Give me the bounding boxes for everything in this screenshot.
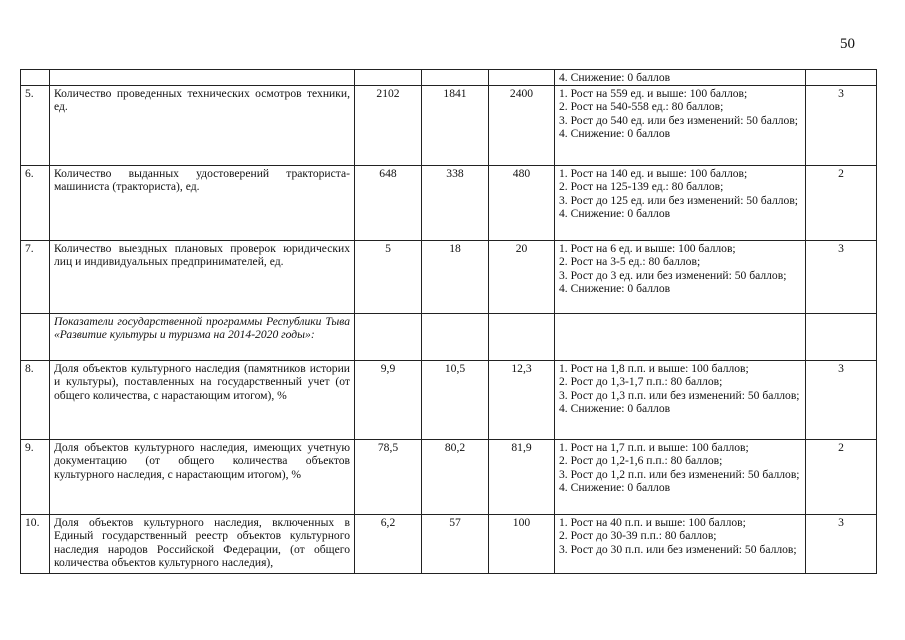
criteria-line: 3. Рост до 1,3 п.п. или без изменений: 50 баллов; (559, 388, 800, 402)
criteria (555, 166, 806, 241)
cell-criteria (555, 314, 806, 361)
cell-weight (806, 70, 877, 86)
indicator-name: Доля объектов культурного наследия (памятников истории и культуры), поставленных на государственный учет (от общего количества, с нарастающим итогом), % (50, 361, 355, 440)
cell-name (50, 70, 355, 86)
cell-value-3 (489, 314, 555, 361)
row-number: 5. (21, 86, 50, 166)
criteria-line: 2. Рост на 125-139 ед.: 80 баллов; (559, 180, 724, 194)
value-1: 9,9 (355, 361, 422, 440)
value-1: 5 (355, 241, 422, 314)
criteria (555, 440, 806, 515)
criteria-line: 3. Рост до 1,2 п.п. или без изменений: 50 баллов; (559, 467, 800, 481)
cell-value-3 (489, 70, 555, 86)
criteria-line: 3. Рост до 3 ед. или без изменений: 50 баллов; (559, 268, 787, 282)
value-2: 1841 (422, 86, 489, 166)
value-2: 80,2 (422, 440, 489, 515)
page-number: 50 (840, 36, 855, 52)
value-3: 20 (489, 241, 555, 314)
criteria-line: 1. Рост на 6 ед. и выше: 100 баллов; (559, 242, 736, 256)
value-3: 12,3 (489, 361, 555, 440)
criteria-line: 4. Снижение: 0 баллов (559, 206, 671, 220)
cell-num (21, 314, 50, 361)
indicator-name: Количество выданных удостоверений тракториста-машиниста (тракториста), ед. (50, 166, 355, 241)
cell-value-1 (355, 70, 422, 86)
criteria-line: 2. Рост на 3-5 ед.: 80 баллов; (559, 255, 701, 269)
criteria-line: 1. Рост на 559 ед. и выше: 100 баллов; (559, 87, 748, 101)
table-row (21, 440, 877, 515)
criteria-line: 4. Снижение: 0 баллов (559, 401, 671, 415)
criteria-line: 3. Рост до 30 п.п. или без изменений: 50 баллов; (559, 542, 797, 556)
table-row (21, 86, 877, 166)
row-number: 10. (21, 515, 50, 574)
criteria (555, 86, 806, 166)
indicator-name: Доля объектов культурного наследия, включенных в Единый государственный реестр объектов культурного наследия народов Российской Федерации, (от общего количества объектов культурного наследия), (50, 515, 355, 574)
value-2: 57 (422, 515, 489, 574)
criteria-line: 1. Рост на 40 п.п. и выше: 100 баллов; (559, 516, 746, 530)
indicator-name: Количество проведенных технических осмотров техники, ед. (50, 86, 355, 166)
criteria (555, 361, 806, 440)
indicator-name: Количество выездных плановых проверок юридических лиц и индивидуальных предпринимателей, ед. (50, 241, 355, 314)
criteria-line: 4. Снижение: 0 баллов (559, 126, 671, 140)
value-3: 81,9 (489, 440, 555, 515)
section-title: Показатели государственной программы Республики Тыва «Развитие культуры и туризма на 2014-2020 годы»: (50, 314, 355, 361)
cell-num (21, 70, 50, 86)
criteria-line: 2. Рост до 1,2-1,6 п.п.: 80 баллов; (559, 454, 723, 468)
criteria-line: 4. Снижение: 0 баллов (559, 71, 671, 84)
criteria-line: 4. Снижение: 0 баллов (559, 480, 671, 494)
table-row (21, 515, 877, 574)
value-3: 2400 (489, 86, 555, 166)
criteria-line: 2. Рост на 540-558 ед.: 80 баллов; (559, 100, 724, 114)
weight: 2 (806, 166, 877, 241)
value-2: 338 (422, 166, 489, 241)
weight: 3 (806, 241, 877, 314)
indicator-name: Доля объектов культурного наследия, имеющих учетную документацию (от общего количества объектов культурного наследия, с нарастающим итогом), % (50, 440, 355, 515)
criteria (555, 241, 806, 314)
cell-value-2 (422, 70, 489, 86)
value-3: 100 (489, 515, 555, 574)
weight: 2 (806, 440, 877, 515)
cell-value-1 (355, 314, 422, 361)
row-number: 9. (21, 440, 50, 515)
criteria-line: 1. Рост на 1,7 п.п. и выше: 100 баллов; (559, 441, 749, 455)
weight: 3 (806, 361, 877, 440)
value-3: 480 (489, 166, 555, 241)
cell-criteria (555, 70, 806, 86)
table-row (21, 166, 877, 241)
value-2: 10,5 (422, 361, 489, 440)
criteria-line: 1. Рост на 1,8 п.п. и выше: 100 баллов; (559, 362, 749, 376)
criteria-line: 1. Рост на 140 ед. и выше: 100 баллов; (559, 167, 748, 181)
row-number: 7. (21, 241, 50, 314)
value-1: 648 (355, 166, 422, 241)
table-row (21, 361, 877, 440)
cell-value-2 (422, 314, 489, 361)
cell-weight (806, 314, 877, 361)
weight: 3 (806, 515, 877, 574)
table-row (21, 241, 877, 314)
row-number: 8. (21, 361, 50, 440)
criteria-line: 2. Рост до 30-39 п.п.: 80 баллов; (559, 529, 717, 543)
value-1: 6,2 (355, 515, 422, 574)
criteria-line: 3. Рост до 125 ед. или без изменений: 50 баллов; (559, 193, 799, 207)
value-1: 78,5 (355, 440, 422, 515)
table-row-continued (21, 70, 877, 86)
criteria-line: 2. Рост до 1,3-1,7 п.п.: 80 баллов; (559, 375, 723, 389)
row-number: 6. (21, 166, 50, 241)
criteria (555, 515, 806, 574)
indicators-table (20, 69, 877, 574)
weight: 3 (806, 86, 877, 166)
criteria-line: 3. Рост до 540 ед. или без изменений: 50 баллов; (559, 113, 799, 127)
criteria-line: 4. Снижение: 0 баллов (559, 281, 671, 295)
value-2: 18 (422, 241, 489, 314)
section-row (21, 314, 877, 361)
value-1: 2102 (355, 86, 422, 166)
